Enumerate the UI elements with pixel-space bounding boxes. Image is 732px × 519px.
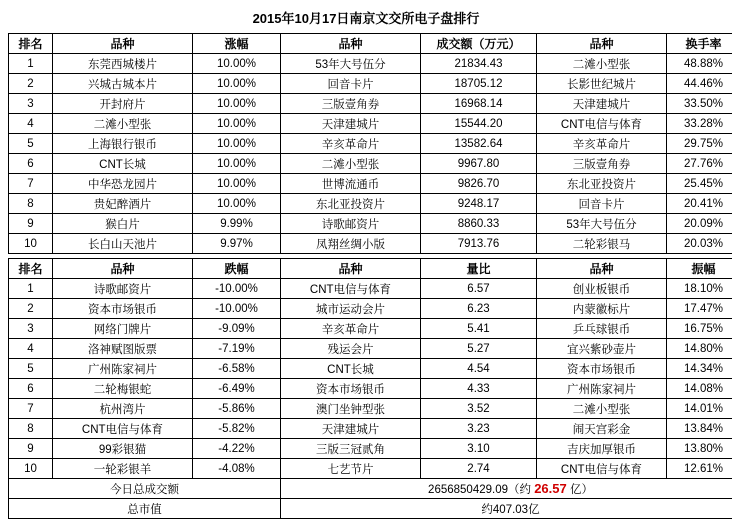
cell-rank: 10: [9, 234, 53, 254]
summary-turnover-row: [9, 479, 732, 499]
cell-volratio: 6.23: [421, 299, 537, 319]
column-header-name-turnover: 品种: [281, 34, 421, 54]
summary-turnover-value: [281, 479, 732, 499]
cell-name-loss: 广州陈家祠片: [53, 359, 193, 379]
cell-gain: 10.00%: [193, 134, 281, 154]
cell-amplitude: 14.08%: [667, 379, 732, 399]
cell-name-amplitude: 二滩小型张: [537, 399, 667, 419]
cell-gain: 10.00%: [193, 114, 281, 134]
cell-name-rate: 辛亥革命片: [537, 134, 667, 154]
turnover-highlight: 26.57: [534, 481, 567, 496]
cell-volratio: 3.23: [421, 419, 537, 439]
losers-table-body: [9, 279, 732, 519]
cell-loss: -4.22%: [193, 439, 281, 459]
cell-loss: -5.82%: [193, 419, 281, 439]
cell-name-rate: CNT电信与体育: [537, 114, 667, 134]
cell-name-rate: 二轮彩银马: [537, 234, 667, 254]
cell-name-amplitude: 宜兴紫砂壶片: [537, 339, 667, 359]
table-row: [9, 399, 732, 419]
cell-amplitude: 18.10%: [667, 279, 732, 299]
table-row: [9, 419, 732, 439]
cell-name-amplitude: 吉庆加厚银币: [537, 439, 667, 459]
cell-amplitude: 14.01%: [667, 399, 732, 419]
cell-name-amplitude: 内蒙徽标片: [537, 299, 667, 319]
cell-rate: 20.03%: [667, 234, 732, 254]
cell-turnover: 13582.64: [421, 134, 537, 154]
cell-rank: 8: [9, 194, 53, 214]
cell-name-turnover: 东北亚投资片: [281, 194, 421, 214]
turnover-prefix: 2656850429.09（约: [428, 484, 531, 496]
cell-rank: 3: [9, 94, 53, 114]
cell-rank: 3: [9, 319, 53, 339]
column-header-turnover: 成交额（万元）: [421, 34, 537, 54]
cell-turnover: 7913.76: [421, 234, 537, 254]
cell-rate: 33.28%: [667, 114, 732, 134]
cell-rank: 6: [9, 154, 53, 174]
table-row: [9, 94, 732, 114]
cell-gain: 10.00%: [193, 94, 281, 114]
page-title: 2015年10月17日南京文交所电子盘排行: [8, 6, 724, 33]
cell-amplitude: 14.34%: [667, 359, 732, 379]
cell-gain: 10.00%: [193, 54, 281, 74]
cell-turnover: 15544.20: [421, 114, 537, 134]
cell-name-rate: 三版壹角券: [537, 154, 667, 174]
cell-name-turnover: 凤翔丝绸小版: [281, 234, 421, 254]
cell-volratio: 3.10: [421, 439, 537, 459]
cell-rank: 1: [9, 279, 53, 299]
cell-gain: 10.00%: [193, 194, 281, 214]
summary-turnover-label: 今日总成交额: [9, 479, 281, 499]
cell-turnover: 18705.12: [421, 74, 537, 94]
cell-name-turnover: 诗歌邮资片: [281, 214, 421, 234]
cell-rate: 20.09%: [667, 214, 732, 234]
cell-rate: 20.41%: [667, 194, 732, 214]
cell-name-volratio: 残运会片: [281, 339, 421, 359]
table-row: [9, 154, 732, 174]
table-row: [9, 319, 732, 339]
table-row: [9, 54, 732, 74]
cell-name-turnover: 天津建城片: [281, 114, 421, 134]
cell-name-loss: 诗歌邮资片: [53, 279, 193, 299]
cell-name-loss: 网络门牌片: [53, 319, 193, 339]
cell-amplitude: 13.84%: [667, 419, 732, 439]
cell-volratio: 5.27: [421, 339, 537, 359]
column-header-volratio: 量比: [421, 259, 537, 279]
table-row: [9, 279, 732, 299]
cell-name-loss: CNT电信与体育: [53, 419, 193, 439]
cell-rank: 5: [9, 359, 53, 379]
cell-name-amplitude: 资本市场银币: [537, 359, 667, 379]
cell-rate: 48.88%: [667, 54, 732, 74]
cell-name-loss: 99彩银猫: [53, 439, 193, 459]
cell-name-rate: 长影世纪城片: [537, 74, 667, 94]
cell-volratio: 2.74: [421, 459, 537, 479]
cell-loss: -5.86%: [193, 399, 281, 419]
gainers-table: [8, 33, 732, 254]
cell-rank: 2: [9, 74, 53, 94]
column-header-name-volratio: 品种: [281, 259, 421, 279]
cell-name-loss: 杭州湾片: [53, 399, 193, 419]
cell-rank: 8: [9, 419, 53, 439]
cell-rank: 5: [9, 134, 53, 154]
cell-volratio: 4.33: [421, 379, 537, 399]
cell-name-rate: 回音卡片: [537, 194, 667, 214]
cell-name-loss: 二轮梅银蛇: [53, 379, 193, 399]
table-row: [9, 359, 732, 379]
column-header-gain: 涨幅: [193, 34, 281, 54]
cell-turnover: 21834.43: [421, 54, 537, 74]
cell-name-gain: 长白山天池片: [53, 234, 193, 254]
table-row: [9, 194, 732, 214]
cell-name-gain: 兴城古城本片: [53, 74, 193, 94]
cell-rate: 25.45%: [667, 174, 732, 194]
cell-name-volratio: 辛亥革命片: [281, 319, 421, 339]
cell-name-amplitude: 创业板银币: [537, 279, 667, 299]
cell-gain: 10.00%: [193, 74, 281, 94]
cell-rate: 33.50%: [667, 94, 732, 114]
cell-rank: 7: [9, 174, 53, 194]
cell-name-turnover: 53年大号伍分: [281, 54, 421, 74]
table-row: [9, 114, 732, 134]
table-row: [9, 74, 732, 94]
cell-loss: -6.49%: [193, 379, 281, 399]
cell-name-turnover: 世博流通币: [281, 174, 421, 194]
cell-amplitude: 13.80%: [667, 439, 732, 459]
table-row: [9, 299, 732, 319]
cell-rank: 2: [9, 299, 53, 319]
table-row: [9, 134, 732, 154]
table-row: [9, 439, 732, 459]
cell-name-turnover: 二滩小型张: [281, 154, 421, 174]
cell-name-volratio: 澳门坐钟型张: [281, 399, 421, 419]
cell-gain: 10.00%: [193, 174, 281, 194]
cell-rate: 27.76%: [667, 154, 732, 174]
cell-turnover: 9248.17: [421, 194, 537, 214]
column-header-name-amplitude: 品种: [537, 259, 667, 279]
cell-turnover: 9826.70: [421, 174, 537, 194]
table-header-row: [9, 34, 732, 54]
column-header-rank: 排名: [9, 259, 53, 279]
cell-name-loss: 洛神赋图版票: [53, 339, 193, 359]
cell-name-rate: 天津建城片: [537, 94, 667, 114]
cell-rank: 4: [9, 114, 53, 134]
cell-amplitude: 12.61%: [667, 459, 732, 479]
cell-volratio: 6.57: [421, 279, 537, 299]
cell-rank: 4: [9, 339, 53, 359]
table-row: [9, 234, 732, 254]
cell-name-amplitude: 闹天宫彩金: [537, 419, 667, 439]
cell-turnover: 9967.80: [421, 154, 537, 174]
summary-marketcap-label: 总市值: [9, 499, 281, 519]
cell-loss: -10.00%: [193, 299, 281, 319]
cell-name-gain: 二滩小型张: [53, 114, 193, 134]
cell-volratio: 3.52: [421, 399, 537, 419]
cell-name-gain: 开封府片: [53, 94, 193, 114]
column-header-rate: 换手率: [667, 34, 732, 54]
losers-table: [8, 258, 732, 519]
cell-gain: 9.97%: [193, 234, 281, 254]
cell-name-volratio: 七艺节片: [281, 459, 421, 479]
column-header-name-rate: 品种: [537, 34, 667, 54]
cell-turnover: 16968.14: [421, 94, 537, 114]
cell-loss: -10.00%: [193, 279, 281, 299]
cell-rank: 6: [9, 379, 53, 399]
cell-name-rate: 东北亚投资片: [537, 174, 667, 194]
summary-marketcap-value: 约407.03亿: [281, 499, 732, 519]
cell-name-volratio: 天津建城片: [281, 419, 421, 439]
cell-amplitude: 17.47%: [667, 299, 732, 319]
cell-name-turnover: 三版壹角券: [281, 94, 421, 114]
cell-name-gain: CNT长城: [53, 154, 193, 174]
cell-rank: 9: [9, 439, 53, 459]
column-header-amplitude: 振幅: [667, 259, 732, 279]
cell-loss: -9.09%: [193, 319, 281, 339]
cell-gain: 10.00%: [193, 154, 281, 174]
cell-loss: -6.58%: [193, 359, 281, 379]
table-row: [9, 379, 732, 399]
cell-amplitude: 16.75%: [667, 319, 732, 339]
cell-name-turnover: 回音卡片: [281, 74, 421, 94]
cell-name-volratio: 三版三冠贰角: [281, 439, 421, 459]
cell-name-volratio: 城市运动会片: [281, 299, 421, 319]
cell-amplitude: 14.80%: [667, 339, 732, 359]
column-header-name-gain: 品种: [53, 34, 193, 54]
column-header-rank: 排名: [9, 34, 53, 54]
column-header-name-loss: 品种: [53, 259, 193, 279]
cell-rank: 9: [9, 214, 53, 234]
cell-name-volratio: CNT长城: [281, 359, 421, 379]
cell-name-gain: 东莞西城楼片: [53, 54, 193, 74]
cell-loss: -7.19%: [193, 339, 281, 359]
cell-rank: 10: [9, 459, 53, 479]
cell-volratio: 4.54: [421, 359, 537, 379]
gainers-table-body: [9, 54, 732, 254]
cell-rate: 29.75%: [667, 134, 732, 154]
cell-name-gain: 猴白片: [53, 214, 193, 234]
table-row: [9, 174, 732, 194]
summary-marketcap-row: [9, 499, 732, 519]
table-header-row: [9, 259, 732, 279]
cell-name-loss: 资本市场银币: [53, 299, 193, 319]
turnover-suffix: 亿）: [570, 484, 593, 496]
cell-rank: 1: [9, 54, 53, 74]
cell-name-rate: 二滩小型张: [537, 54, 667, 74]
cell-name-amplitude: CNT电信与体育: [537, 459, 667, 479]
cell-gain: 9.99%: [193, 214, 281, 234]
table-row: [9, 214, 732, 234]
cell-name-gain: 中华恐龙园片: [53, 174, 193, 194]
cell-name-volratio: CNT电信与体育: [281, 279, 421, 299]
cell-name-amplitude: 广州陈家祠片: [537, 379, 667, 399]
table-row: [9, 459, 732, 479]
cell-rank: 7: [9, 399, 53, 419]
cell-name-loss: 一轮彩银羊: [53, 459, 193, 479]
cell-volratio: 5.41: [421, 319, 537, 339]
cell-name-volratio: 资本市场银币: [281, 379, 421, 399]
cell-turnover: 8860.33: [421, 214, 537, 234]
cell-name-gain: 贵妃醉酒片: [53, 194, 193, 214]
cell-name-rate: 53年大号伍分: [537, 214, 667, 234]
cell-loss: -4.08%: [193, 459, 281, 479]
cell-rate: 44.46%: [667, 74, 732, 94]
cell-name-gain: 上海银行银币: [53, 134, 193, 154]
cell-name-amplitude: 乒乓球银币: [537, 319, 667, 339]
cell-name-turnover: 辛亥革命片: [281, 134, 421, 154]
column-header-loss: 跌幅: [193, 259, 281, 279]
table-row: [9, 339, 732, 359]
